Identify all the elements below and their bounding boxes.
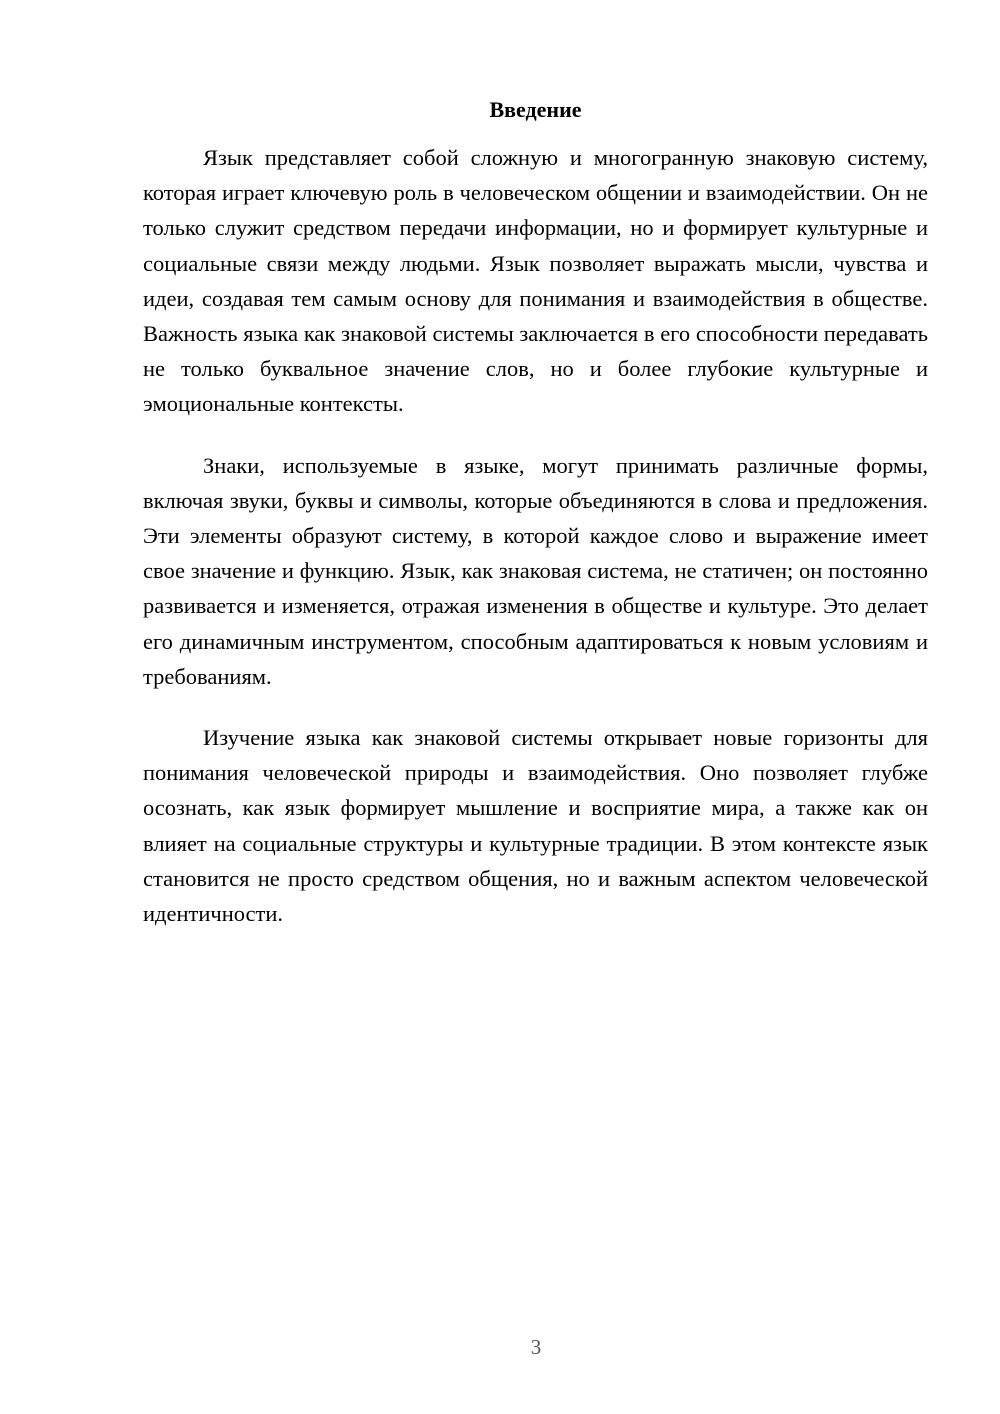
page-content	[143, 96, 928, 957]
section-heading: Введение	[489, 97, 582, 122]
paragraph-2: Знаки, используемые в языке, могут принимать различные формы, включая звуки, буквы и символы, которые объединяются в слова и предложения. Эти элементы образуют систему, в которой каждое слово и выражение имеет свое значение и функцию. Язык, как знаковая система, не статичен; он постоянно развивается и изменяется, отражая изменения в обществе и культуре. Это делает его динамичным инструментом, способным адаптироваться к новым условиям и требованиям.	[143, 452, 928, 689]
paragraph-3: Изучение языка как знаковой системы открывает новые горизонты для понимания человеческой природы и взаимодействия. Оно позволяет глубже осознать, как язык формирует мышление и восприятие мира, а также как он влияет на социальные структуры и культурные традиции. В этом контексте язык становится не просто средством общения, но и важным аспектом человеческой идентичности.	[143, 725, 928, 927]
paragraph-1: Язык представляет собой сложную и многогранную знаковую систему, которая играет ключевую роль в человеческом общении и взаимодействии. Он не только служит средством передачи информации, но и формирует культурные и социальные связи между людьми. Язык позволяет выражать мысли, чувства и идеи, создавая тем самым основу для понимания и взаимодействия в обществе. Важность языка как знаковой системы заключается в его способности передавать не только буквальное значение слов, но и более глубокие культурные и эмоциональные контексты.	[143, 145, 928, 417]
page-number: 3	[530, 1335, 542, 1359]
